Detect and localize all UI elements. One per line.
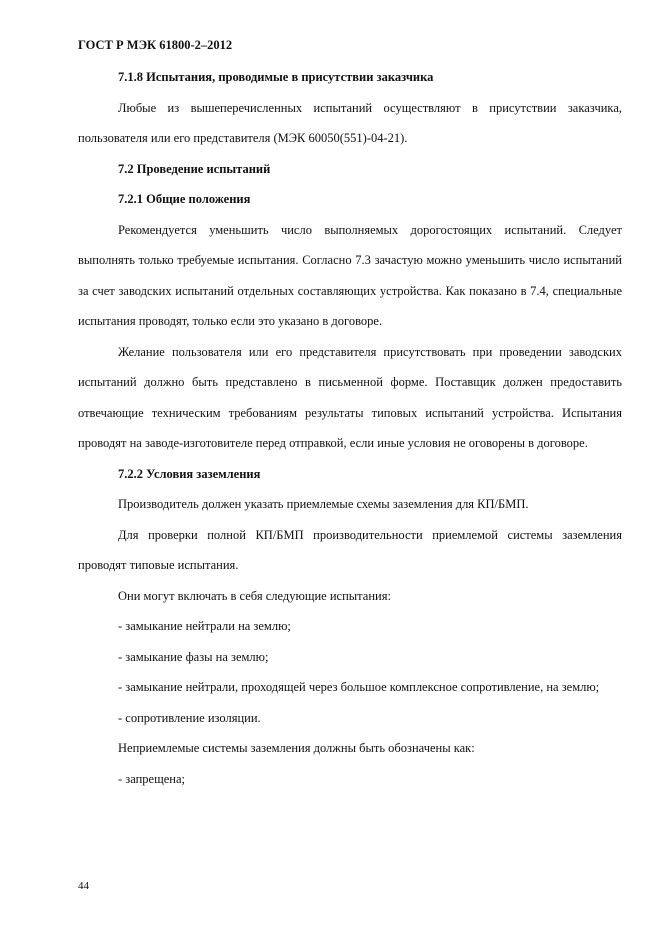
section-heading-7-2-1: 7.2.1 Общие положения [118,192,251,206]
list-item: - замыкание нейтрали на землю; [118,619,291,633]
list-item: - запрещена; [118,771,185,786]
list-item: - замыкание нейтрали, проходящей через большое комплексное сопротивление, на землю; [118,680,600,694]
list-item: - замыкание фазы на землю; [118,649,269,664]
paragraph: Они могут включать в себя следующие испытания: [118,588,391,603]
list-item: - сопротивление изоляции. [118,710,261,725]
document-body [78,62,622,794]
paragraph: Любые из вышеперечисленных испытаний осуществляют в присутствии заказчика, пользователя или его представителя (МЭК 60050(551)-04-21). [78,100,622,145]
page-number: 44 [78,880,89,892]
paragraph: Рекомендуется уменьшить число выполняемых дорогостоящих испытаний. Следует выполнять только требуемые испытания. Согласно 7.3 зачастую можно уменьшить число испытаний за счет заводских испытаний отдельных составляющих устройства. Как показано в 7.4, специальные испытания проводят, только если это указано в договоре. [78,222,622,328]
paragraph: Производитель должен указать приемлемые схемы заземления для КП/БМП. [118,497,529,511]
paragraph: Желание пользователя или его представителя присутствовать при проведении заводских испытаний должно быть представлено в письменной форме. Поставщик должен предоставить отвечающие техническим требованиям результаты типовых испытаний устройства. Испытания проводят на заводе-изготовителе перед отправкой, если иные условия не оговорены в договоре. [78,344,622,450]
paragraph: Для проверки полной КП/БМП производительности приемлемой системы заземления проводят типовые испытания. [78,527,622,572]
document-header: ГОСТ Р МЭК 61800-2–2012 [78,38,233,52]
section-heading-7-1-8: 7.1.8 Испытания, проводимые в присутствии заказчика [118,70,434,84]
paragraph: Неприемлемые системы заземления должны быть обозначены как: [118,741,475,755]
section-heading-7-2: 7.2 Проведение испытаний [118,161,271,176]
section-heading-7-2-2: 7.2.2 Условия заземления [118,466,261,481]
